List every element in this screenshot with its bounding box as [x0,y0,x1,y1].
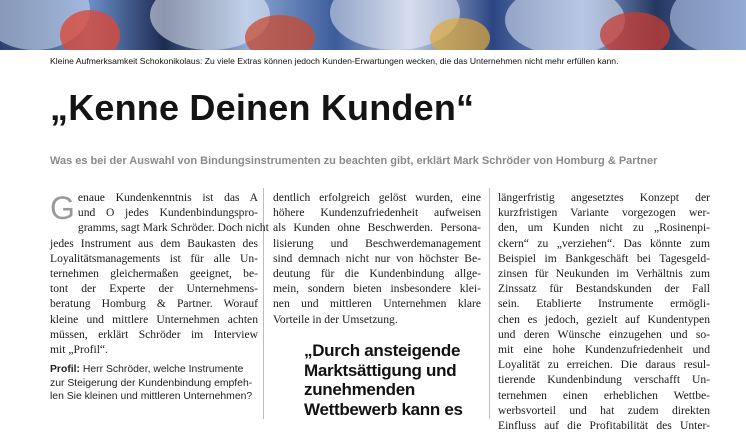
article-subheadline: Was es bei der Auswahl von Bindungsinstrumenten zu beachten gibt, erklärt Mark Schröder von Homburg & Partner [50,155,658,167]
drop-cap: G [50,190,75,226]
text-line: gramms, sagt Mark Schröder. Doch nicht [77,221,269,235]
text-line: werbsvorteil und hat zudem direkten [498,403,710,417]
text-line: mit „Profil“. [50,343,108,357]
text-line: müssen, erklärt Schröder im Interview [50,327,258,341]
text-line: Loyalität zu erreichen. Die daraus resul- [498,358,710,372]
hero-photo [0,0,746,50]
article-headline: „Kenne Deinen Kunden“ [50,87,475,128]
text-line: mit eine hohe Kundenzufriedenheit und [498,343,710,357]
text-line: Loyalitätsmanagements ist für alle Un- [50,251,258,265]
question-text: zur Steigerung der Kundenbindung empfeh- [50,377,253,389]
text-line: mein, sondern bieten insbesondere klei- [273,282,481,296]
photo-shape [670,0,746,50]
pull-quote-line: Wettbewerb kann es [304,399,463,419]
text-line: tierende Kundenbindung verschafft Un- [498,373,710,387]
photo-shape [600,12,670,50]
text-line: ckern“ zu „verziehen“. Das könnte zum [498,236,710,250]
text-line: beratung Homburg & Partner. Worauf [50,297,258,311]
column-divider [489,188,490,419]
text-line: deutung für die Kundenbindung allge- [273,267,481,281]
text-line: Einfluss auf die Profitabilität des Unter- [498,419,710,433]
text-line: tont der Experte der Unternehmens- [50,282,258,296]
text-line: chen es jedoch, gezielt auf Kundentypen [498,312,710,326]
text-line: ternehmen gleichermaßen geeignet, be- [50,267,258,281]
text-line: kurzfristigen Variante vorgezogen wer- [498,206,710,220]
photo-shape [60,10,120,50]
text-line: dentlich erfolgreich gelöst wurden, eine [273,191,481,204]
text-line: sind demnach nicht nur von höchster Be- [273,251,481,265]
text-line: und O jedes Kundenbindungspro- [77,206,258,220]
photo-shape [430,18,490,50]
text-line: höhere Kundenzufriedenheit aufweisen [273,206,481,220]
text-line: sein. Etablierte Instrumente ermögli- [498,297,710,311]
pull-quote-line: „Durch ansteigende [304,341,461,360]
question-text: len Sie kleinen und mittleren Unternehmen? [50,391,253,403]
article-column-3 [498,190,710,433]
text-line: kleine und mittlere Unternehmen achten [50,312,258,326]
text-line: als Kunden ohne Beschwerden. Persona- [273,221,481,235]
text-line: Zinssatz für Bestandskunden der Fall [498,282,710,296]
text-line: nen und mittleren Unternehmen klare [273,297,481,311]
text-line: Beispiel im Bankgeschäft bei Tagesgeld- [498,251,710,265]
pull-quote-line: zunehmenden [304,380,415,399]
question-label: Profil: [50,364,81,376]
text-line: enaue Kundenkenntnis ist das A [77,191,258,204]
text-line: längerfristig angesetztes Konzept der [498,191,710,204]
text-line: jedes Instrument aus dem Baukasten des [50,236,258,250]
question-text: Herr Schröder, welche Instrumente [80,364,244,376]
photo-shape [245,15,315,50]
article-column-2 [273,190,481,327]
photo-caption: Kleine Aufmerksamkeit Schokonikolaus: Zu viele Extras können jedoch Kunden-Erwartungen wecken, die das Unternehmen nicht mehr erfüllen kann. [50,56,619,66]
text-line: zinsen für Neukunden im Verhältnis zum [498,267,710,281]
pull-quote [304,341,484,419]
interview-question [50,363,258,404]
pull-quote-line: Marktsättigung und [304,360,457,380]
text-line: den, um Kunden nicht zu „Rosinenpi- [498,221,710,235]
text-line: lisierung und Beschwerdemanagement [273,236,481,250]
text-line: ternehmen einen erheblichen Wettbe- [498,388,710,402]
article-column-1 [50,190,269,404]
text-line: und deren Wünsche einzugehen und so- [498,327,710,341]
text-line: Vorteile in der Umsetzung. [273,312,398,326]
